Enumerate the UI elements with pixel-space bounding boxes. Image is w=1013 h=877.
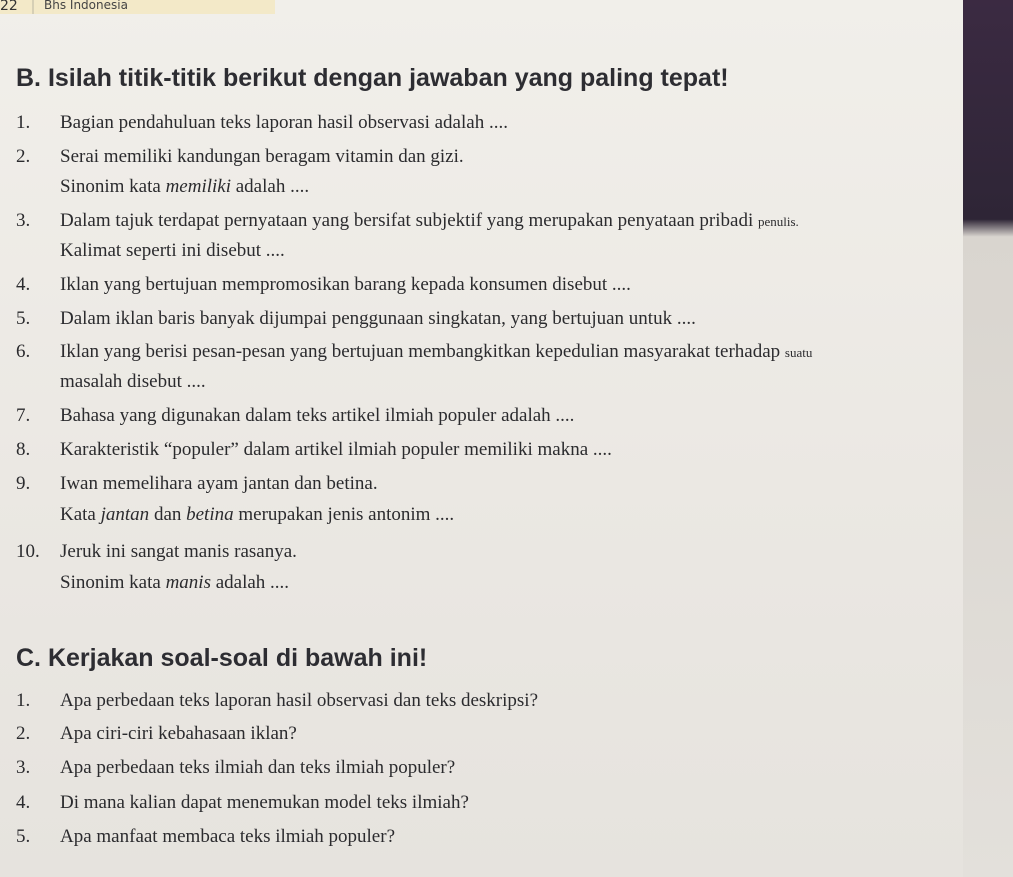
b-question-1 <box>16 112 508 134</box>
continuation-text: Kata <box>60 504 101 525</box>
b-question-10-continuation <box>60 572 289 594</box>
c-question-1 <box>16 690 538 712</box>
running-header: Bhs Indonesia <box>44 0 128 12</box>
emphasized-word: manis <box>165 572 211 593</box>
b-question-3-continuation: Kalimat seperti ini disebut .... <box>60 240 285 261</box>
b-question-8 <box>16 439 612 461</box>
question-text: Bagian pendahuluan teks laporan hasil observasi adalah .... <box>60 112 508 133</box>
c-question-5 <box>16 826 395 848</box>
question-text: Di mana kalian dapat menemukan model teks ilmiah? <box>60 792 469 813</box>
b-question-9 <box>16 473 378 495</box>
b-question-10 <box>16 541 297 563</box>
question-text: Serai memiliki kandungan beragam vitamin dan gizi. <box>60 146 464 167</box>
question-text-tail: penulis. <box>757 214 799 229</box>
question-number: 5. <box>16 826 31 847</box>
question-text: Apa manfaat membaca teks ilmiah populer? <box>60 826 396 847</box>
question-number: 8. <box>16 439 31 460</box>
question-text: Apa perbedaan teks laporan hasil observasi dan teks deskripsi? <box>60 690 539 711</box>
b-question-5 <box>16 308 696 330</box>
b-question-9-continuation <box>60 504 454 526</box>
question-number: 3. <box>16 210 31 231</box>
c-question-3 <box>16 757 455 779</box>
c-question-2 <box>16 723 297 745</box>
question-number: 6. <box>16 341 31 362</box>
page-number: 22 <box>0 0 18 14</box>
book-spine-shadow <box>963 0 1013 877</box>
emphasized-word: betina <box>186 504 234 525</box>
question-number: 4. <box>16 274 31 295</box>
question-number: 10. <box>16 541 40 562</box>
continuation-text: adalah .... <box>210 572 290 593</box>
b-question-6 <box>16 341 812 364</box>
question-text: Iwan memelihara ayam jantan dan betina. <box>60 473 378 494</box>
b-question-2 <box>16 146 464 168</box>
emphasized-word: jantan <box>100 504 150 525</box>
continuation-text: adalah .... <box>231 176 310 197</box>
question-number: 7. <box>16 405 31 426</box>
page-header <box>0 0 275 14</box>
question-number: 2. <box>16 146 31 167</box>
b-question-7 <box>16 405 574 427</box>
question-number: 2. <box>16 723 31 744</box>
question-text: Jeruk ini sangat manis rasanya. <box>60 541 297 562</box>
continuation-text: dan <box>149 504 187 525</box>
question-text: Bahasa yang digunakan dalam teks artikel ilmiah populer adalah .... <box>60 405 575 426</box>
emphasized-word: memiliki <box>165 176 231 197</box>
question-number: 1. <box>16 112 31 133</box>
question-number: 5. <box>16 308 31 329</box>
question-text: Apa perbedaan teks ilmiah dan teks ilmiah populer? <box>60 757 456 778</box>
question-text: Iklan yang berisi pesan-pesan yang bertujuan membangkitkan kepedulian masyarakat terhadap <box>60 341 781 362</box>
b-question-3 <box>16 210 799 233</box>
b-question-4 <box>16 274 631 296</box>
question-text: Dalam tajuk terdapat pernyataan yang bersifat subjektif yang merupakan penyataan pribadi <box>60 210 754 231</box>
question-text-tail: suatu <box>784 345 813 360</box>
question-number: 1. <box>16 690 31 711</box>
question-text: Dalam iklan baris banyak dijumpai penggunaan singkatan, yang bertujuan untuk .... <box>60 308 696 329</box>
continuation-text: merupakan jenis antonim .... <box>233 504 455 525</box>
b-question-6-continuation: masalah disebut .... <box>60 371 206 392</box>
question-number: 9. <box>16 473 31 494</box>
b-question-2-continuation <box>60 176 309 198</box>
question-text: Iklan yang bertujuan mempromosikan barang kepada konsumen disebut .... <box>60 274 631 295</box>
question-text: Karakteristik “populer” dalam artikel ilmiah populer memiliki makna .... <box>60 439 612 460</box>
question-number: 4. <box>16 792 31 813</box>
question-text: Apa ciri-ciri kebahasaan iklan? <box>60 723 297 744</box>
section-c-title: C. Kerjakan soal-soal di bawah ini! <box>16 644 428 672</box>
header-divider <box>32 0 34 14</box>
continuation-text: Sinonim kata <box>60 176 166 197</box>
section-b-title: B. Isilah titik-titik berikut dengan jawaban yang paling tepat! <box>16 64 729 92</box>
c-question-4 <box>16 792 469 814</box>
continuation-text: Sinonim kata <box>60 572 166 593</box>
question-number: 3. <box>16 757 31 778</box>
